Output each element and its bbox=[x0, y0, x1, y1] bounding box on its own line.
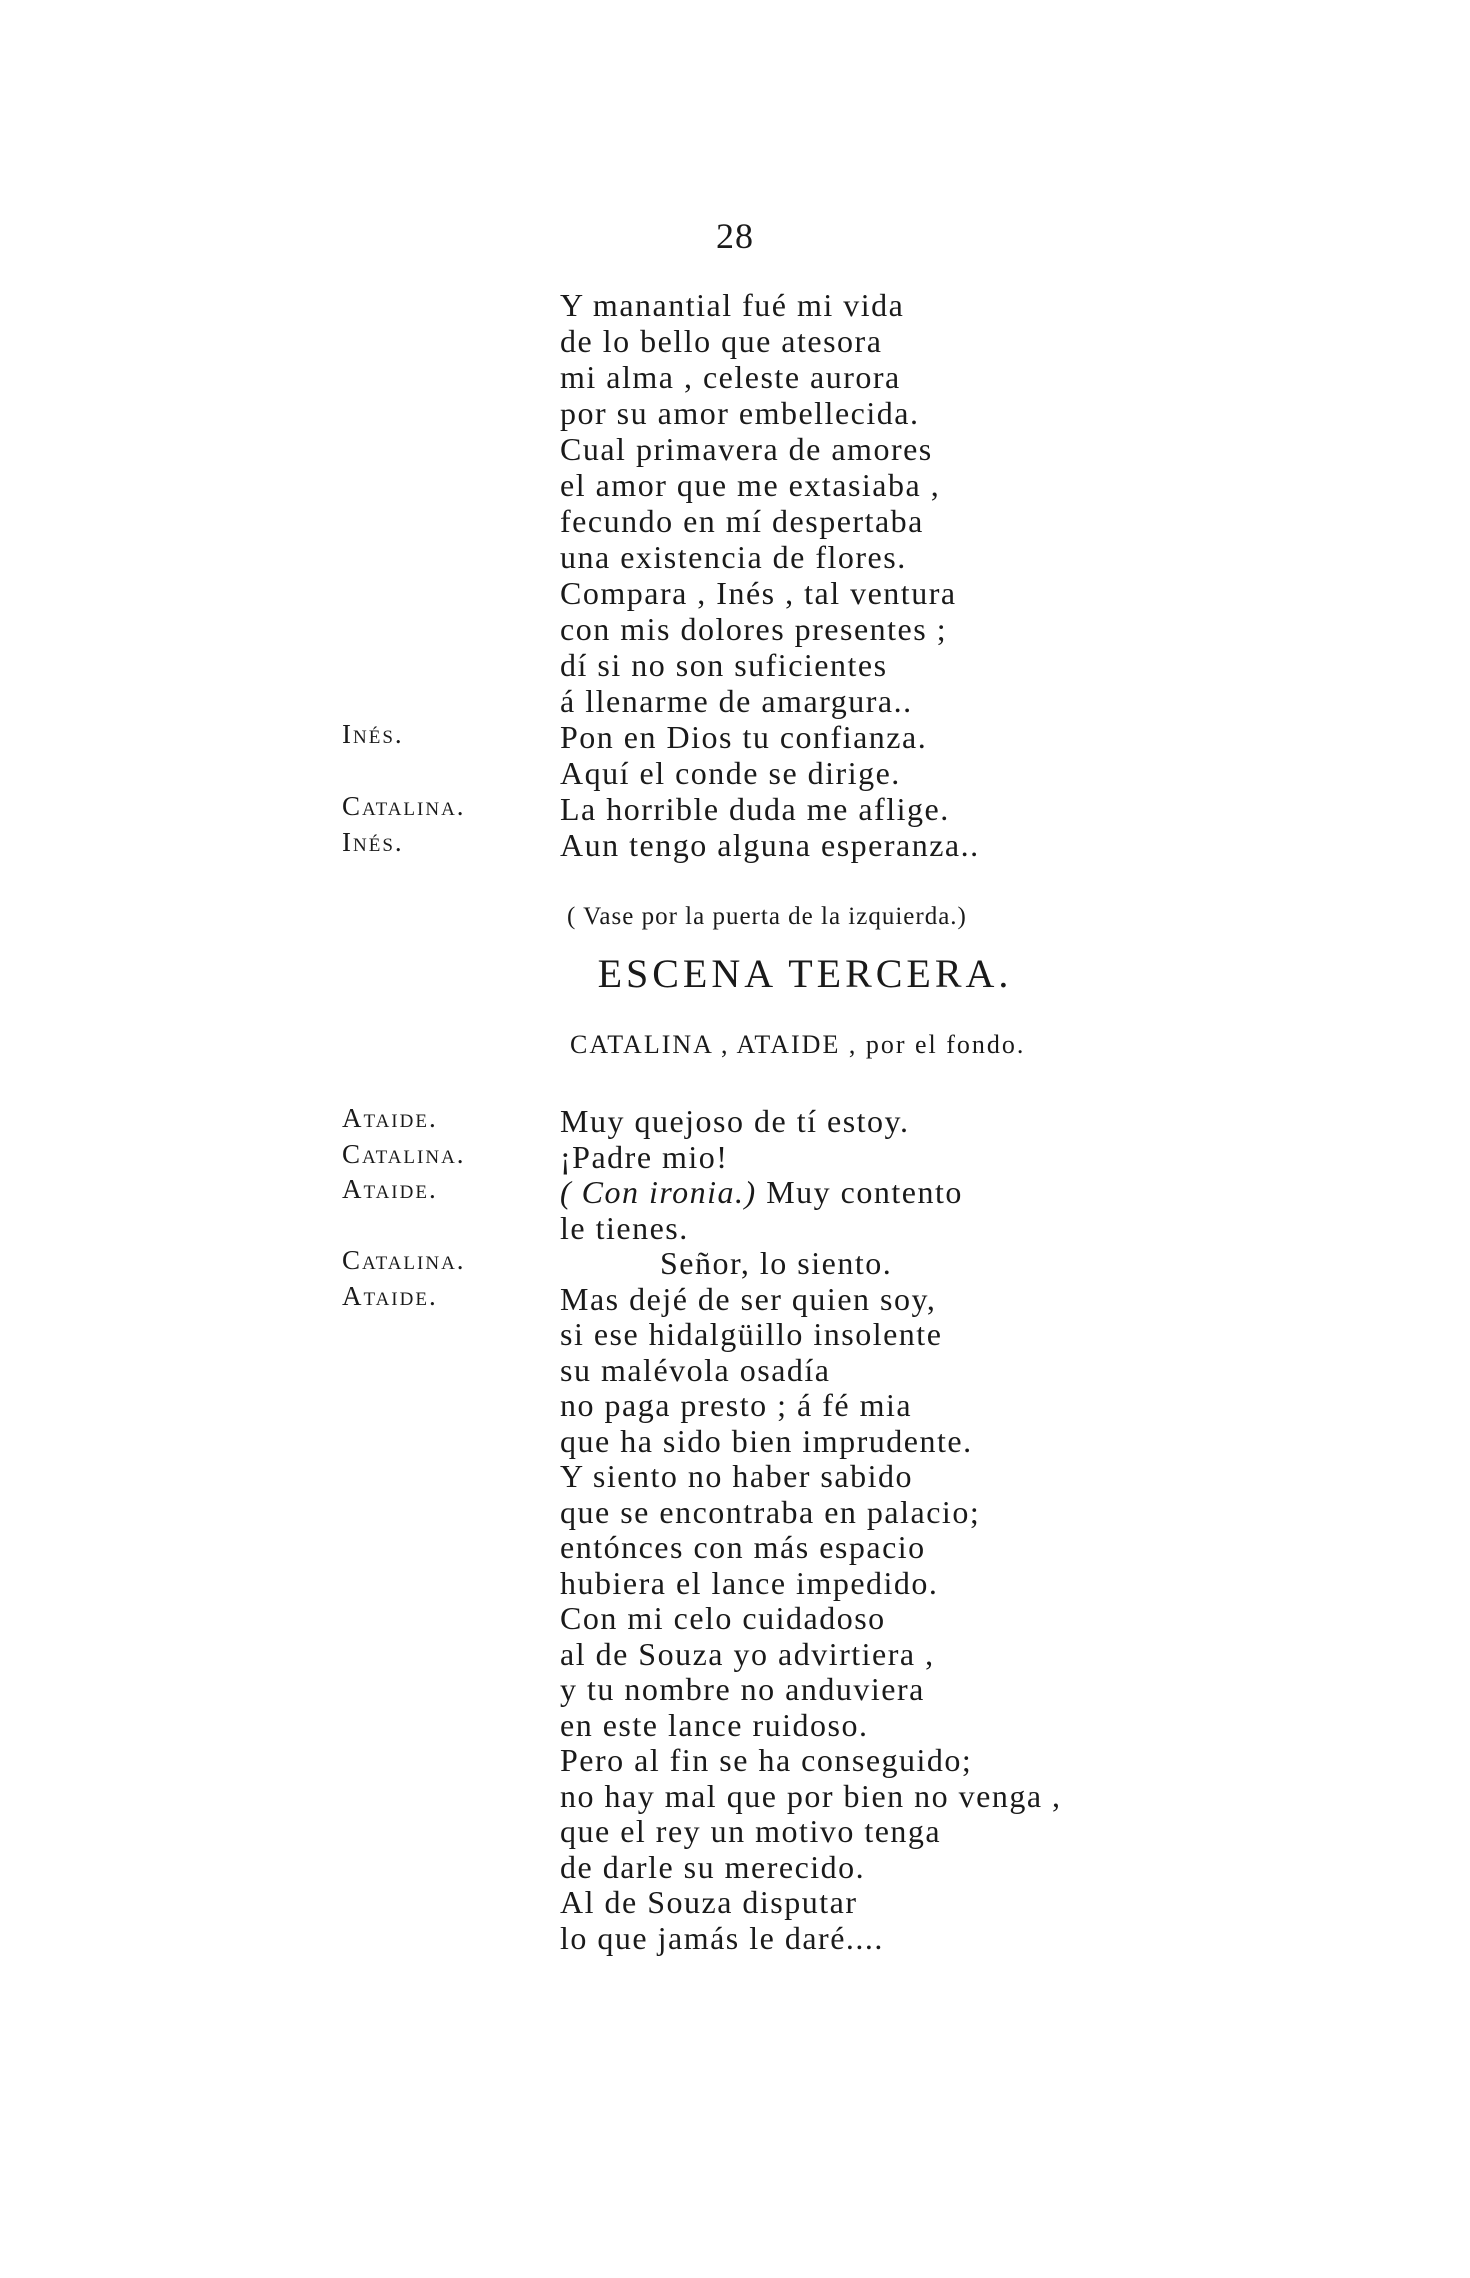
verse-text: Y siento no haber sabido bbox=[560, 1458, 913, 1494]
verse-line bbox=[560, 791, 950, 828]
verse-line bbox=[560, 1742, 972, 1779]
verse-row bbox=[0, 1920, 1470, 1956]
verse-line bbox=[560, 575, 957, 612]
verse-text: Muy contento bbox=[766, 1174, 963, 1210]
verse-text: entónces con más espacio bbox=[560, 1529, 926, 1565]
verse-row bbox=[0, 359, 1470, 395]
verse-row bbox=[0, 1636, 1470, 1672]
page-number: 28 bbox=[716, 216, 754, 256]
verse-text: con mis dolores presentes ; bbox=[560, 611, 948, 647]
verse-line bbox=[660, 1245, 892, 1282]
verse-row bbox=[0, 1103, 1470, 1139]
verse-row bbox=[0, 1707, 1470, 1743]
verse-line bbox=[560, 1849, 865, 1886]
verse-row bbox=[0, 323, 1470, 359]
verse-text: no hay mal que por bien no venga , bbox=[560, 1777, 1062, 1814]
verse-line bbox=[560, 647, 888, 684]
speaker-label: Inés. bbox=[342, 827, 404, 857]
verse-row bbox=[0, 1245, 1470, 1281]
verse-line bbox=[560, 755, 901, 792]
verse-row bbox=[0, 1849, 1470, 1885]
verse-line bbox=[560, 431, 933, 468]
verse-row bbox=[0, 647, 1470, 683]
verse-line bbox=[560, 719, 927, 756]
verse-row bbox=[0, 503, 1470, 539]
verse-line bbox=[560, 539, 907, 576]
verse-row bbox=[0, 1387, 1470, 1423]
verse-line bbox=[560, 1423, 973, 1460]
verse-text: Con mi celo cuidadoso bbox=[560, 1600, 886, 1636]
verse-line bbox=[560, 1529, 926, 1566]
verse-row bbox=[0, 1210, 1470, 1246]
verse-line bbox=[560, 503, 924, 540]
verse-text: lo que jamás le daré.... bbox=[560, 1919, 884, 1956]
verse-line bbox=[560, 1600, 886, 1637]
verse-line bbox=[560, 1494, 980, 1531]
verse-line bbox=[560, 1174, 963, 1211]
verse-line bbox=[560, 1139, 728, 1176]
verse-text: Pon en Dios tu confianza. bbox=[560, 719, 928, 755]
verse-line bbox=[560, 1707, 868, 1744]
verse-text: al de Souza yo advirtiera , bbox=[560, 1635, 935, 1672]
verse-line bbox=[560, 1884, 858, 1921]
verse-text: Compara , Inés , tal ventura bbox=[560, 575, 957, 611]
verse-text: á llenarme de amargura.. bbox=[560, 683, 913, 719]
verse-row bbox=[0, 1813, 1470, 1849]
verse-line bbox=[560, 467, 940, 504]
verse-line bbox=[560, 1316, 942, 1353]
verse-text: por su amor embellecida. bbox=[560, 395, 920, 431]
verse-text: su malévola osadía bbox=[560, 1351, 831, 1388]
verse-row bbox=[0, 1884, 1470, 1920]
verse-text: que se encontraba en palacio; bbox=[560, 1493, 981, 1530]
verse-line bbox=[560, 1352, 830, 1389]
verse-text: Aun tengo alguna esperanza.. bbox=[560, 827, 980, 863]
verse-row bbox=[0, 467, 1470, 503]
verse-text: Y manantial fué mi vida bbox=[560, 287, 905, 323]
verse-text: La horrible duda me aflige. bbox=[560, 791, 950, 827]
verse-line bbox=[560, 1920, 884, 1957]
verse-row bbox=[0, 719, 1470, 755]
verse-text: que ha sido bien imprudente. bbox=[560, 1422, 973, 1459]
verse-line bbox=[560, 1103, 909, 1140]
verse-line bbox=[560, 1387, 912, 1424]
speaker-label: Ataide. bbox=[342, 1280, 438, 1311]
verse-line bbox=[560, 323, 882, 360]
verse-row bbox=[0, 287, 1470, 323]
verse-row bbox=[0, 1671, 1470, 1707]
verse-line bbox=[560, 827, 980, 864]
verse-text: si ese hidalgüillo insolente bbox=[560, 1316, 943, 1352]
verse-row bbox=[0, 1600, 1470, 1636]
verse-line bbox=[560, 1210, 689, 1247]
verse-text: ¡Padre mio! bbox=[560, 1138, 729, 1175]
verse-line bbox=[560, 287, 904, 324]
scene-title: ESCENA TERCERA. bbox=[597, 951, 1013, 996]
verse-text: mi alma , celeste aurora bbox=[560, 359, 901, 395]
verse-text: hubiera el lance impedido. bbox=[560, 1564, 939, 1601]
speaker-label: Catalina. bbox=[342, 1138, 466, 1169]
cast-line: CATALINA , ATAIDE , por el fondo. bbox=[570, 1030, 1026, 1059]
verse-text: en este lance ruidoso. bbox=[560, 1706, 869, 1743]
verse-text: Aquí el conde se dirige. bbox=[560, 755, 901, 791]
verse-row bbox=[0, 611, 1470, 647]
stage-aside: ( Con ironia.) bbox=[560, 1174, 767, 1210]
verse-line bbox=[560, 683, 913, 720]
verse-row bbox=[0, 1423, 1470, 1459]
verse-text: y tu nombre no anduviera bbox=[560, 1671, 925, 1707]
verse-text: que el rey un motivo tenga bbox=[560, 1813, 942, 1849]
verse-row bbox=[0, 1742, 1470, 1778]
verse-text: Pero al fin se ha conseguido; bbox=[560, 1742, 973, 1778]
verse-row bbox=[0, 431, 1470, 467]
verse-row bbox=[0, 791, 1470, 827]
stage-direction: ( Vase por la puerta de la izquierda.) bbox=[567, 903, 967, 930]
verse-line bbox=[560, 1813, 941, 1850]
speaker-label: Inés. bbox=[342, 719, 404, 749]
verse-text: Cual primavera de amores bbox=[560, 431, 933, 467]
verse-line bbox=[560, 611, 947, 648]
verse-line bbox=[560, 1281, 936, 1318]
verse-row bbox=[0, 575, 1470, 611]
verse-text: Al de Souza disputar bbox=[560, 1884, 858, 1920]
verse-text: Mas dejé de ser quien soy, bbox=[560, 1280, 937, 1317]
verse-text: no paga presto ; á fé mia bbox=[560, 1387, 913, 1423]
verse-row bbox=[0, 1352, 1470, 1388]
verse-line bbox=[560, 1778, 1062, 1815]
speaker-label: Catalina. bbox=[342, 1245, 466, 1275]
verse-text: de darle su merecido. bbox=[560, 1848, 866, 1885]
verse-row bbox=[0, 1139, 1470, 1175]
verse-text: Muy quejoso de tí estoy. bbox=[560, 1103, 910, 1139]
verse-text: de lo bello que atesora bbox=[560, 323, 883, 359]
verse-line bbox=[560, 359, 901, 396]
verse-line bbox=[560, 1671, 925, 1708]
verse-row bbox=[0, 1494, 1470, 1530]
verse-text: el amor que me extasiaba , bbox=[560, 467, 941, 503]
verse-row bbox=[0, 1565, 1470, 1601]
verse-row bbox=[0, 683, 1470, 719]
verse-row bbox=[0, 1778, 1470, 1814]
verse-text: le tienes. bbox=[560, 1209, 689, 1246]
verse-row bbox=[0, 1174, 1470, 1210]
verse-row bbox=[0, 539, 1470, 575]
verse-text: fecundo en mí despertaba bbox=[560, 503, 924, 539]
verse-row bbox=[0, 827, 1470, 863]
verse-line bbox=[560, 1565, 938, 1602]
verse-row bbox=[0, 1316, 1470, 1352]
verse-line bbox=[560, 1458, 913, 1495]
verse-row bbox=[0, 395, 1470, 431]
verse-row bbox=[0, 1529, 1470, 1565]
verse-row bbox=[0, 1458, 1470, 1494]
verse-text: una existencia de flores. bbox=[560, 539, 907, 575]
verse-text: dí si no son suficientes bbox=[560, 647, 888, 683]
verse-row bbox=[0, 1281, 1470, 1317]
verse-line bbox=[560, 395, 919, 432]
speaker-label: Ataide. bbox=[342, 1103, 438, 1133]
verse-row bbox=[0, 755, 1470, 791]
speaker-label: Ataide. bbox=[342, 1174, 438, 1204]
speaker-label: Catalina. bbox=[342, 791, 466, 821]
verse-text: Señor, lo siento. bbox=[660, 1245, 893, 1281]
verse-line bbox=[560, 1636, 935, 1673]
